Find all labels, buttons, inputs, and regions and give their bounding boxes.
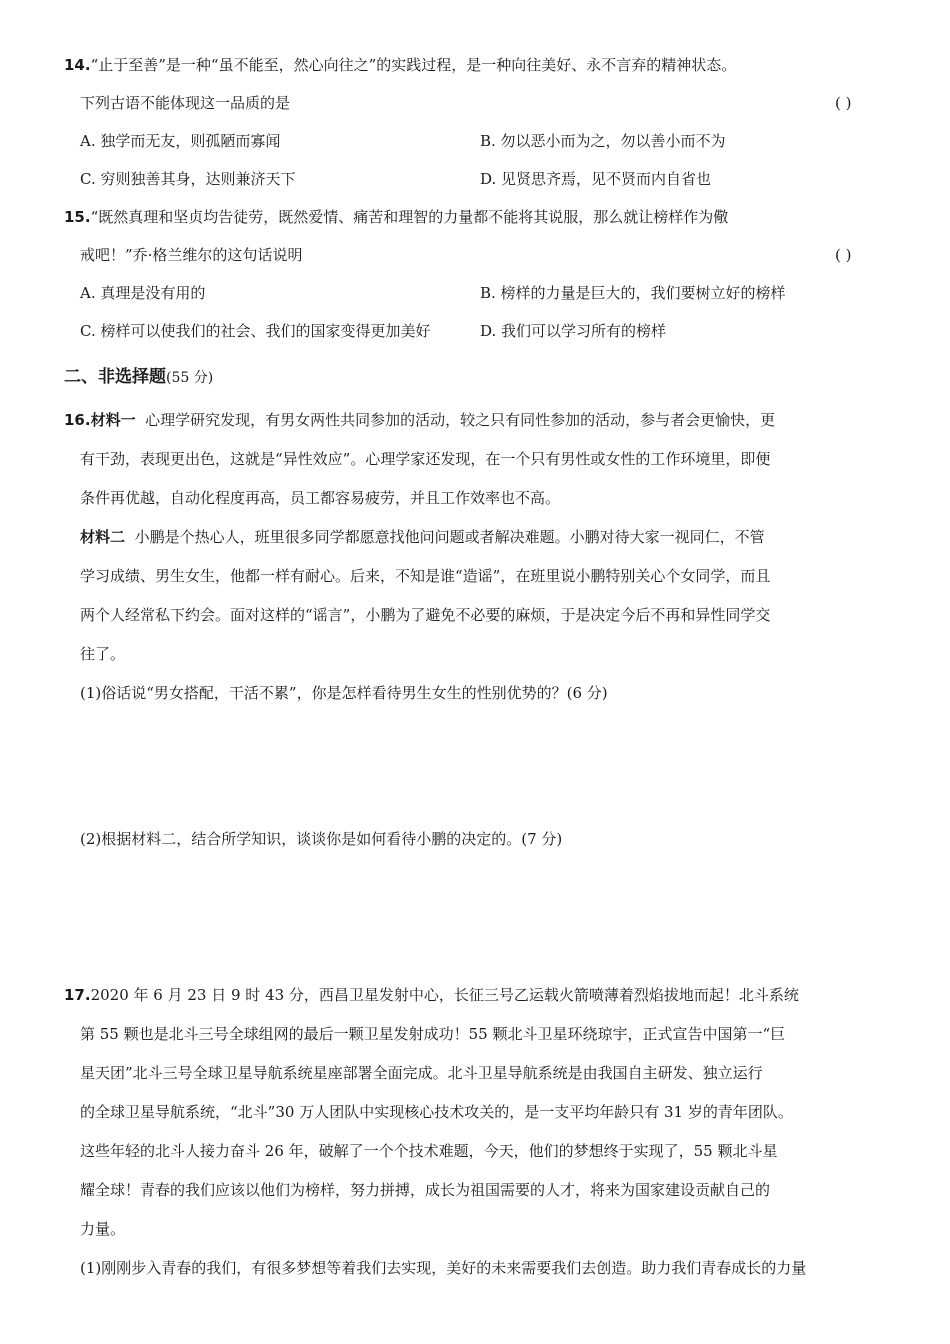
q16-m2-line3: 两个人经常私下约会。面对这样的“谣言”，小鹏为了避免不必要的麻烦，于是决定今后不再和异性同学交 — [80, 606, 771, 624]
q15-answer-paren: ( ) — [835, 246, 852, 264]
q17-line6: 耀全球！青春的我们应该以他们为榜样，努力拼搏，成长为祖国需要的人才，将来为国家建设贡献自己的 — [80, 1181, 771, 1199]
section-score: (55 分) — [166, 370, 214, 386]
q14-option-a: A. 独学而无友，则孤陋而寡闻 — [80, 132, 281, 150]
q15-option-a: A. 真理是没有用的 — [80, 284, 206, 302]
q14-option-b: B. 勿以恶小而为之，勿以善小而不为 — [480, 132, 726, 150]
section-title: 二、非选择题 — [64, 367, 166, 387]
q16-m1-line2: 有干劲，表现更出色，这就是“异性效应”。心理学家还发现，在一个只有男性或女性的工作环境里，即便 — [80, 450, 771, 468]
q14-number: 14. — [64, 56, 91, 74]
q16-m2-line2: 学习成绩、男生女生，他都一样有耐心。后来，不知是谁“造谣”，在班里说小鹏特别关心个女同学，而且 — [80, 567, 771, 585]
material-one-label: 材料一 — [90, 411, 136, 429]
q17-line7: 力量。 — [80, 1220, 126, 1238]
q16-m1-line1: 16.材料一 心理学研究发现，有男女两性共同参加的活动，较之只有同性参加的活动，参与者会更愉快，更 — [64, 411, 776, 429]
q14-stem-line1: 14.“止于至善”是一种“虽不能至，然心向往之”的实践过程，是一种向往美好、永不言弃的精神状态。 — [64, 56, 737, 74]
q15-option-b: B. 榜样的力量是巨大的，我们要树立好的榜样 — [480, 284, 786, 302]
q15-option-c: C. 榜样可以使我们的社会、我们的国家变得更加美好 — [80, 322, 431, 340]
q14-answer-paren: ( ) — [835, 94, 852, 112]
q15-option-d: D. 我们可以学习所有的榜样 — [480, 322, 667, 340]
q15-number: 15. — [64, 208, 91, 226]
q14-option-d: D. 见贤思齐焉，见不贤而内自省也 — [480, 170, 712, 188]
section-heading — [64, 366, 213, 389]
q17-line5: 这些年轻的北斗人接力奋斗 26 年，破解了一个个技术难题，今天，他们的梦想终于实现了，55 颗北斗星 — [80, 1142, 778, 1160]
q16-sub-question-2: (2)根据材料二，结合所学知识，谈谈你是如何看待小鹏的决定的。(7 分) — [80, 830, 563, 848]
q16-number: 16. — [64, 411, 91, 429]
material-two-label: 材料二 — [80, 528, 126, 546]
q17-line4: 的全球卫星导航系统，“北斗”30 万人团队中实现核心技术攻关的，是一支平均年龄只有 31 岁的青年团队。 — [80, 1103, 793, 1121]
q15-stem-line2: 戒吧！”乔·格兰维尔的这句话说明 — [80, 246, 303, 264]
q14-stem-line2: 下列古语不能体现这一品质的是 — [80, 94, 291, 112]
q16-m2-line1: 材料二 小鹏是个热心人，班里很多同学都愿意找他问问题或者解决难题。小鹏对待大家一视同仁，不管 — [80, 528, 765, 546]
q17-line2: 第 55 颗也是北斗三号全球组网的最后一颗卫星发射成功！55 颗北斗卫星环绕琼宇，正式宣告中国第一“巨 — [80, 1025, 786, 1043]
q17-number: 17. — [64, 986, 91, 1004]
q17-sub-question-1: (1)刚刚步入青春的我们，有很多梦想等着我们去实现，美好的未来需要我们去创造。助力我们青春成长的力量 — [80, 1259, 807, 1277]
q16-sub-question-1: (1)俗话说“男女搭配，干活不累”，你是怎样看待男生女生的性别优势的？(6 分) — [80, 684, 608, 702]
q16-m2-line4: 往了。 — [80, 645, 126, 663]
q15-stem-line1: 15.“既然真理和坚贞均告徒劳，既然爱情、痛苦和理智的力量都不能将其说服，那么就让榜样作为儆 — [64, 208, 729, 226]
q14-option-c: C. 穷则独善其身，达则兼济天下 — [80, 170, 296, 188]
q17-line3: 星天团”北斗三号全球卫星导航系统星座部署全面完成。北斗卫星导航系统是由我国自主研发、独立运行 — [80, 1064, 763, 1082]
q16-m1-line3: 条件再优越，自动化程度再高，员工都容易疲劳，并且工作效率也不高。 — [80, 489, 561, 507]
q17-line1: 17.2020 年 6 月 23 日 9 时 43 分，西昌卫星发射中心，长征三号乙运载火箭喷薄着烈焰拔地而起！北斗系统 — [64, 986, 799, 1004]
